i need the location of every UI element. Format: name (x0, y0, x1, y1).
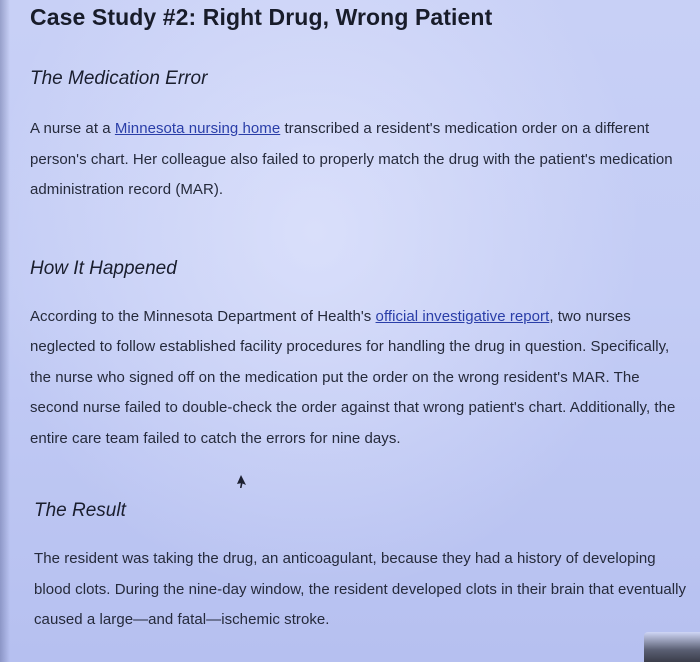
mouse-pointer-icon (235, 474, 249, 490)
minnesota-nursing-home-link[interactable]: Minnesota nursing home (114, 120, 281, 137)
official-investigative-report-link[interactable]: official investigative report (375, 307, 550, 325)
section-heading-the-result: The Result (34, 500, 126, 521)
section-heading-how-it-happened: How It Happened (30, 257, 177, 279)
paragraph-how-it-happened (30, 302, 692, 455)
paragraph-text: , two nurses neglected to follow established facility procedures for handling the drug in question. Specifically, the nurse who signed off on the medication put the order on the wrong resident's MAR. The second nurse failed to double-check the order against that wrong patient's chart. Additionally, the entire care team failed to catch the errors for nine days. (30, 307, 676, 447)
paragraph-text: A nurse at a (30, 120, 115, 137)
paragraph-text: transcribed a resident's medication order on a different person's chart. Her colleague also failed to properly match the drug with the patient's medication administration record (MAR). (30, 120, 673, 198)
page-title: Case Study #2: Right Drug, Wrong Patient (30, 4, 493, 30)
paragraph-the-result: The resident was taking the drug, an anticoagulant, because they had a history of developing blood clots. During the nine-day window, the resident developed clots in their brain that eventually caused a large—and fatal—ischemic stroke. (34, 550, 687, 628)
section-heading-medication-error: The Medication Error (30, 68, 208, 89)
paragraph-text: According to the Minnesota Department of Health's (30, 307, 376, 325)
screen-corner-shadow (644, 632, 700, 662)
paragraph-medication-error (30, 114, 692, 206)
